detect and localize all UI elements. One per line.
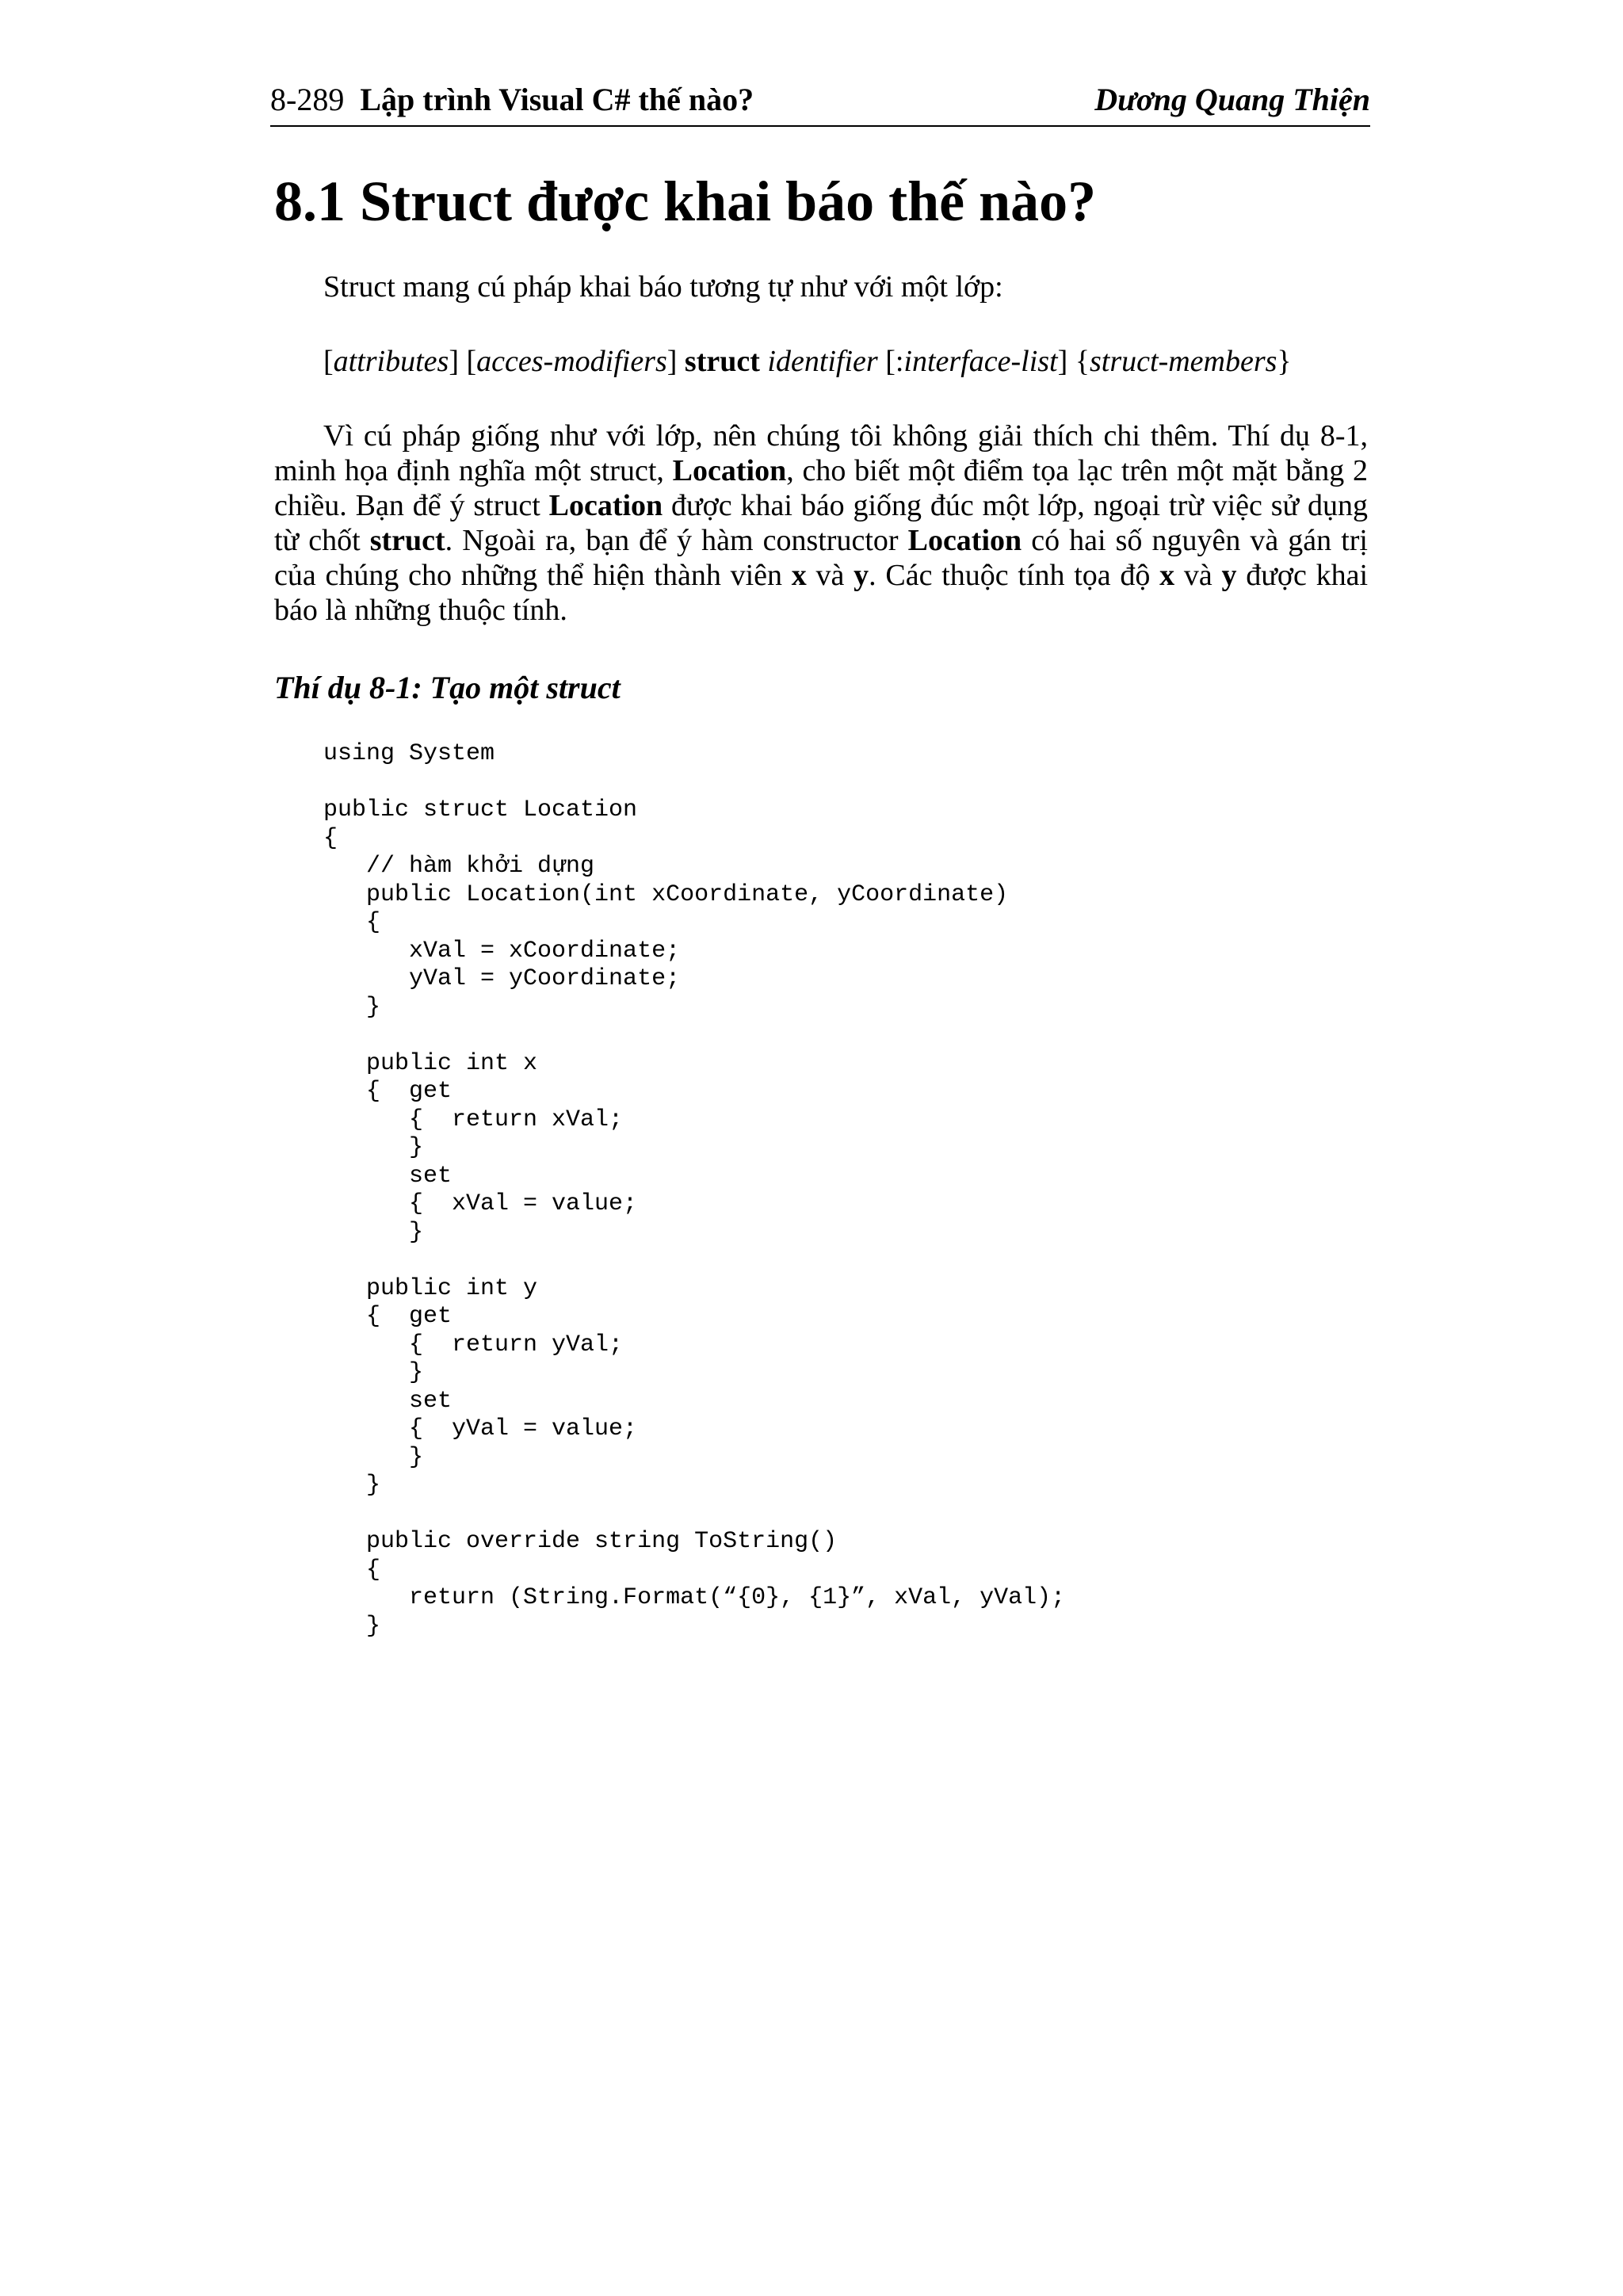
- code-line: { get: [323, 1078, 453, 1105]
- bold-term: Location: [672, 454, 787, 487]
- syntax-keyword: struct: [684, 345, 760, 378]
- code-line: }: [323, 1134, 424, 1161]
- code-line: using System: [323, 740, 495, 767]
- syntax-text: ]: [666, 345, 685, 378]
- code-line: [323, 1022, 1065, 1050]
- code-line: { get: [323, 1303, 453, 1330]
- code-line: }: [323, 1612, 381, 1640]
- code-line: set: [323, 1387, 453, 1415]
- struct-syntax: [323, 344, 1292, 379]
- page-number: 8-289: [270, 82, 345, 117]
- paragraph-line: [274, 418, 1368, 453]
- code-line: public override string ToString(): [323, 1528, 838, 1555]
- syntax-text: }: [1277, 345, 1292, 378]
- text-run: và: [806, 559, 854, 592]
- text-run: được khai: [1236, 559, 1369, 592]
- code-line: set: [323, 1162, 453, 1190]
- code-line: public int x: [323, 1049, 538, 1077]
- paragraph-line: [274, 488, 1368, 523]
- code-listing: [323, 740, 1065, 1641]
- paragraph-line: [274, 523, 1368, 558]
- code-line: {: [323, 1556, 381, 1584]
- syntax-interface-list: interface-list: [903, 345, 1058, 378]
- book-title: Lập trình Visual C# thế nào?: [360, 82, 754, 117]
- syntax-text: [:: [877, 345, 904, 378]
- bold-term: struct: [369, 524, 445, 557]
- code-line: xVal = xCoordinate;: [323, 937, 681, 965]
- text-run: được khai báo giống đúc một lớp, ngoại trừ việc sử dụng: [663, 489, 1368, 522]
- syntax-text: ] {: [1057, 345, 1090, 378]
- bold-term: x: [1159, 559, 1175, 592]
- bold-term: y: [854, 559, 869, 592]
- text-run: . Các thuộc tính tọa độ: [869, 559, 1160, 592]
- text-run: có hai số nguyên và gán trị: [1022, 524, 1368, 557]
- code-line: }: [323, 1359, 424, 1386]
- bold-term: Location: [548, 489, 663, 522]
- code-line: public int y: [323, 1274, 538, 1302]
- code-line: { xVal = value;: [323, 1190, 638, 1217]
- code-line: public Location(int xCoordinate, yCoordinate): [323, 881, 1009, 908]
- code-line: }: [323, 993, 381, 1021]
- text-run: và: [1174, 559, 1222, 592]
- bold-term: Location: [907, 524, 1022, 557]
- paragraph-line: [274, 558, 1368, 593]
- code-line: return (String.Format(“{0}, {1}”, xVal, yVal);: [323, 1584, 1066, 1611]
- header-divider: [270, 125, 1370, 127]
- paragraph-line: [274, 453, 1368, 488]
- explanation-paragraph: [274, 418, 1368, 628]
- syntax-struct-members: struct-members: [1090, 345, 1277, 378]
- bold-term: y: [1221, 559, 1237, 592]
- code-line: // hàm khởi dựng: [323, 853, 595, 880]
- code-line: }: [323, 1443, 424, 1471]
- section-heading: 8.1 Struct được khai báo thế nào?: [274, 170, 1097, 233]
- text-run: chiều. Bạn để ý struct: [274, 489, 549, 522]
- page-header: [270, 76, 1370, 124]
- text-run: của chúng cho những thể hiện thành viên: [274, 559, 792, 592]
- author-name: Dương Quang Thiện: [1094, 82, 1370, 117]
- syntax-identifier: identifier: [767, 345, 878, 378]
- code-line: { yVal = value;: [323, 1415, 638, 1442]
- paragraph-line: [274, 593, 1368, 628]
- syntax-access-modifiers: acces-modifiers: [476, 345, 667, 378]
- syntax-text: [760, 345, 768, 378]
- code-line: [323, 1500, 1065, 1529]
- example-caption: Thí dụ 8-1: Tạo một struct: [274, 670, 621, 705]
- code-line: public struct Location: [323, 797, 638, 823]
- bold-term: x: [791, 559, 807, 592]
- text-run: . Ngoài ra, bạn để ý hàm constructor: [445, 524, 908, 557]
- text-run: báo là những thuộc tính.: [274, 594, 567, 627]
- code-line: { return yVal;: [323, 1331, 624, 1358]
- text-run: , cho biết một điểm tọa lạc trên một mặt bằng 2: [786, 454, 1368, 487]
- syntax-text: ] [: [449, 345, 477, 378]
- intro-sentence: Struct mang cú pháp khai báo tương tự như với một lớp:: [323, 270, 1003, 304]
- code-line: }: [323, 1472, 381, 1499]
- code-line: {: [323, 909, 381, 936]
- code-line: {: [323, 824, 338, 852]
- text-run: từ chốt: [274, 524, 370, 557]
- text-run: Vì cú pháp giống như với lớp, nên chúng tôi không giải thích chi thêm. Thí dụ 8-1,: [323, 419, 1368, 453]
- syntax-text: [: [323, 345, 334, 378]
- text-run: minh họa định nghĩa một struct,: [274, 454, 673, 487]
- syntax-attributes: attributes: [333, 345, 449, 378]
- code-line: { return xVal;: [323, 1106, 624, 1133]
- code-line: yVal = yCoordinate;: [323, 965, 681, 992]
- code-line: [323, 769, 1065, 797]
- code-line: [323, 1247, 1065, 1275]
- code-line: }: [323, 1218, 424, 1246]
